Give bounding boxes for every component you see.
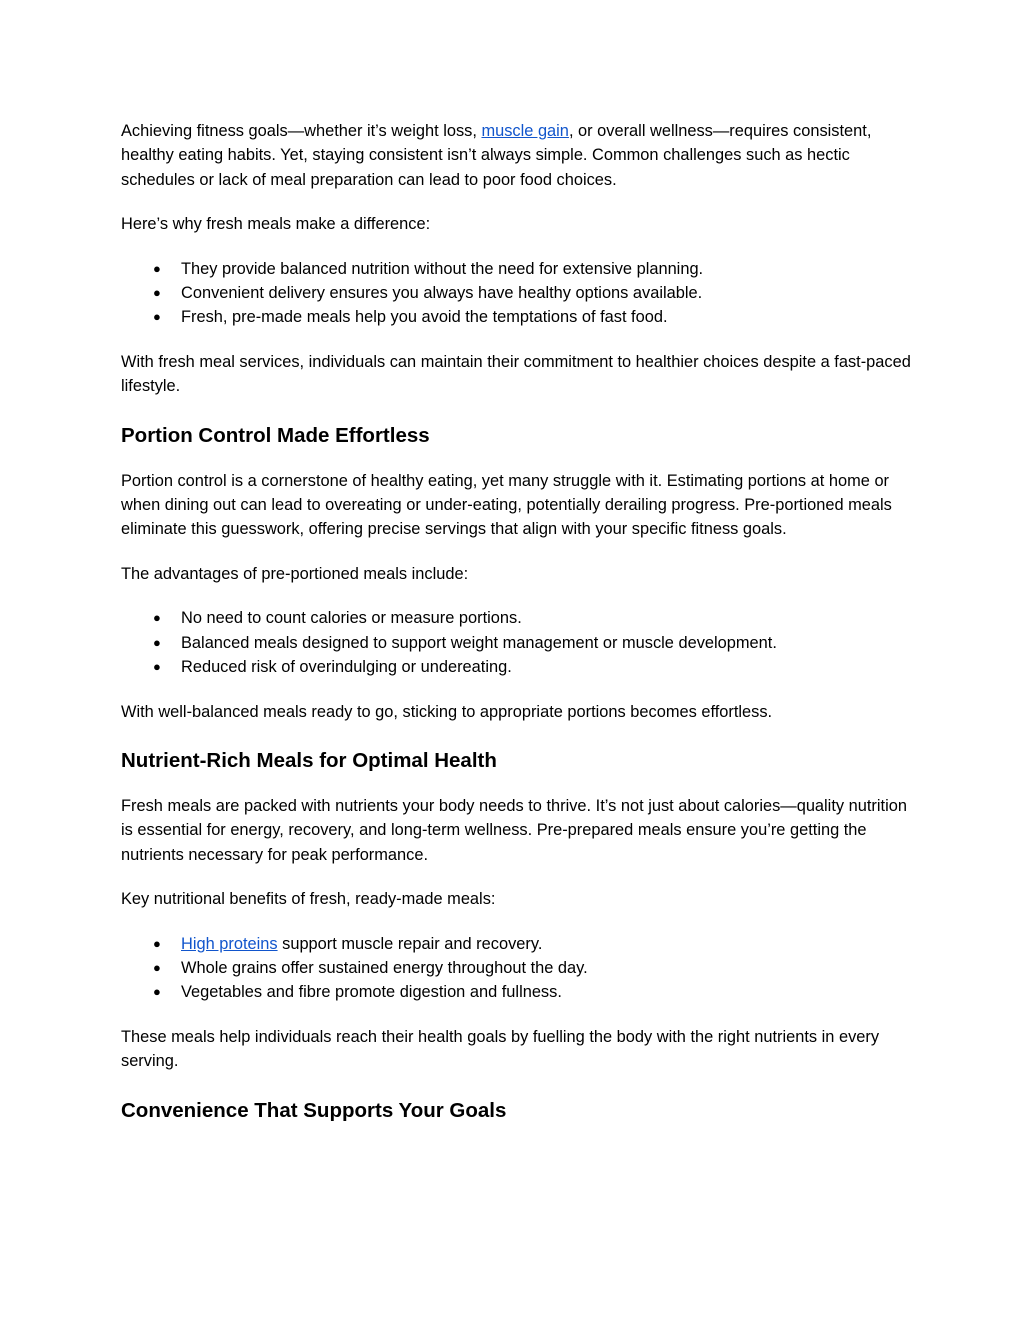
portion-paragraph-1: Portion control is a cornerstone of healthy eating, yet many struggle with it. Estimating portions at home or when dining out can lead to overeating or under-eating, potentially derailing progress. Pre-portioned meals eliminate this guesswork, offering precise servings that align with your specific fitness goals. (121, 471, 892, 539)
intro-text-after-link: , or overall wellness—requires consistent, healthy eating habits. Yet, staying consistent isn’t always simple. Common challenges such as hectic schedules or lack of meal preparation can lead to poor food choices. (121, 122, 872, 189)
bullet-icon: ● (153, 935, 161, 951)
portion-paragraph-2: The advantages of pre-portioned meals include: (121, 564, 469, 583)
list-item: ● Whole grains offer sustained energy throughout the day. (121, 956, 911, 980)
nutrient-paragraph-3: These meals help individuals reach their health goals by fuelling the body with the right nutrients in every serving. (121, 1027, 880, 1071)
nutrient-bullet-list (121, 932, 911, 1005)
intro-text-before-link: Achieving fitness goals—whether it’s weight loss, (121, 122, 482, 140)
list-item: ● Fresh, pre-made meals help you avoid the temptations of fast food. (121, 305, 911, 329)
intro-paragraph-3: With fresh meal services, individuals can maintain their commitment to healthier choices despite a fast-paced lifestyle. (121, 352, 911, 396)
list-item: ● Vegetables and fibre promote digestion and fullness. (121, 980, 911, 1004)
list-item: ● Convenient delivery ensures you always have healthy options available. (121, 281, 911, 305)
list-item: ● Reduced risk of overindulging or undereating. (121, 655, 911, 679)
portion-paragraph-3: With well-balanced meals ready to go, sticking to appropriate portions becomes effortless. (121, 702, 773, 721)
list-item: ● They provide balanced nutrition without the need for extensive planning. (121, 257, 911, 281)
bullet-icon: ● (153, 260, 161, 276)
list-item: ● High proteins support muscle repair and recovery. (121, 932, 911, 956)
intro-paragraph-1 (121, 119, 911, 192)
bullet-icon: ● (153, 984, 161, 1000)
bullet-icon: ● (153, 285, 161, 301)
portion-heading: Portion Control Made Effortless (121, 423, 430, 447)
intro-paragraph-2: Here’s why fresh meals make a difference: (121, 215, 431, 234)
document-page (121, 119, 911, 1124)
convenience-heading: Convenience That Supports Your Goals (121, 1098, 507, 1122)
intro-bullet-list (121, 257, 911, 330)
bullet-icon: ● (153, 959, 161, 975)
nutrient-paragraph-1: Fresh meals are packed with nutrients your body needs to thrive. It’s not just about calories—quality nutrition is essential for energy, recovery, and long-term wellness. Pre-prepared meals ensure you’re getting the nutrients necessary for peak performance. (121, 796, 907, 864)
nutrient-heading: Nutrient-Rich Meals for Optimal Health (121, 748, 497, 772)
bullet-icon: ● (153, 610, 161, 626)
bullet-icon: ● (153, 659, 161, 675)
bullet-icon: ● (153, 309, 161, 325)
list-item: ● No need to count calories or measure portions. (121, 606, 911, 630)
list-item: ● Balanced meals designed to support weight management or muscle development. (121, 631, 911, 655)
high-proteins-link[interactable]: High proteins (181, 934, 278, 953)
muscle-gain-link[interactable]: muscle gain (481, 122, 569, 140)
nutrient-paragraph-2: Key nutritional benefits of fresh, ready-made meals: (121, 890, 496, 909)
portion-bullet-list (121, 606, 911, 679)
bullet-icon: ● (153, 634, 161, 650)
